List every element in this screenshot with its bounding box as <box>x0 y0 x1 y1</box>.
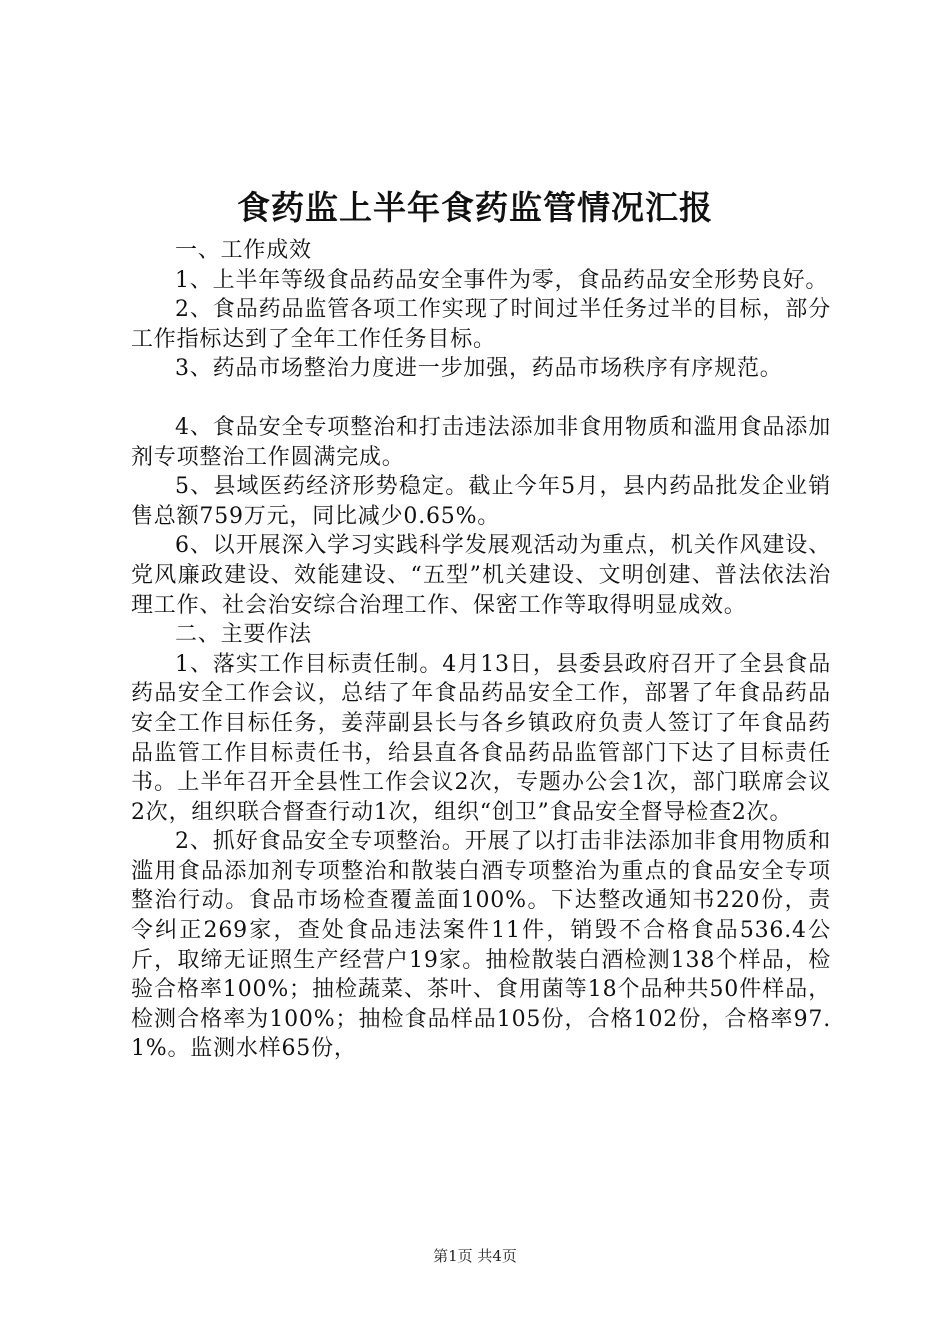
paragraph-result-5: 5、县域医药经济形势稳定。截止今年5月，县内药品批发企业销售总额759万元，同比减少0.65%。 <box>131 474 831 529</box>
paragraph-result-2: 2、食品药品监管各项工作实现了时间过半任务过半的目标，部分工作指标达到了全年工作任务目标。 <box>131 297 831 352</box>
section-heading-methods: 二、主要作法 <box>175 622 312 648</box>
document-body <box>131 236 831 1064</box>
paragraph-method-2: 2、抓好食品安全专项整治。开展了以打击非法添加非食用物质和滥用食品添加剂专项整治和散装白酒专项整治为重点的食品安全专项整治行动。食品市场检查覆盖面100%。下达整改通知书220份，责令纠正269家，查处食品违法案件11件，销毁不合格食品536.4公斤，取缔无证照生产经营户19家。抽检散装白酒检测138个样品，检验合格率100%；抽检蔬菜、茶叶、食用菌等18个品种共50件样品，检测合格率为100%；抽检食品样品105份，合格102份，合格率97.1%。监测水样65份， <box>131 829 831 1062</box>
page-footer: 第1页 共4页 <box>433 1247 517 1265</box>
document-title: 食药监上半年食药监管情况汇报 <box>237 188 713 227</box>
paragraph-result-1: 1、上半年等级食品药品安全事件为零，食品药品安全形势良好。 <box>175 267 829 293</box>
paragraph-result-6: 6、以开展深入学习实践科学发展观活动为重点，机关作风建设、党风廉政建设、效能建设、“五型”机关建设、文明创建、普法依法治理工作、社会治安综合治理工作、保密工作等取得明显成效。 <box>131 533 831 618</box>
paragraph-result-4: 4、食品安全专项整治和打击违法添加非食用物质和滥用食品添加剂专项整治工作圆满完成。 <box>131 414 831 470</box>
paragraph-result-3: 3、药品市场整治力度进一步加强，药品市场秩序有序规范。 <box>175 356 783 382</box>
paragraph-method-1: 1、落实工作目标责任制。4月13日，县委县政府召开了全县食品药品安全工作会议，总结了年食品药品安全工作，部署了年食品药品安全工作目标任务，姜萍副县长与各乡镇政府负责人签订了年食品药品监管工作目标责任书，给县直各食品药品监管部门下达了目标责任书。上半年召开全县性工作会议2次，专题办公会1次，部门联席会议2次，组织联合督查行动1次，组织“创卫”食品安全督导检查2次。 <box>131 651 831 825</box>
section-heading-results: 一、工作成效 <box>175 238 312 263</box>
